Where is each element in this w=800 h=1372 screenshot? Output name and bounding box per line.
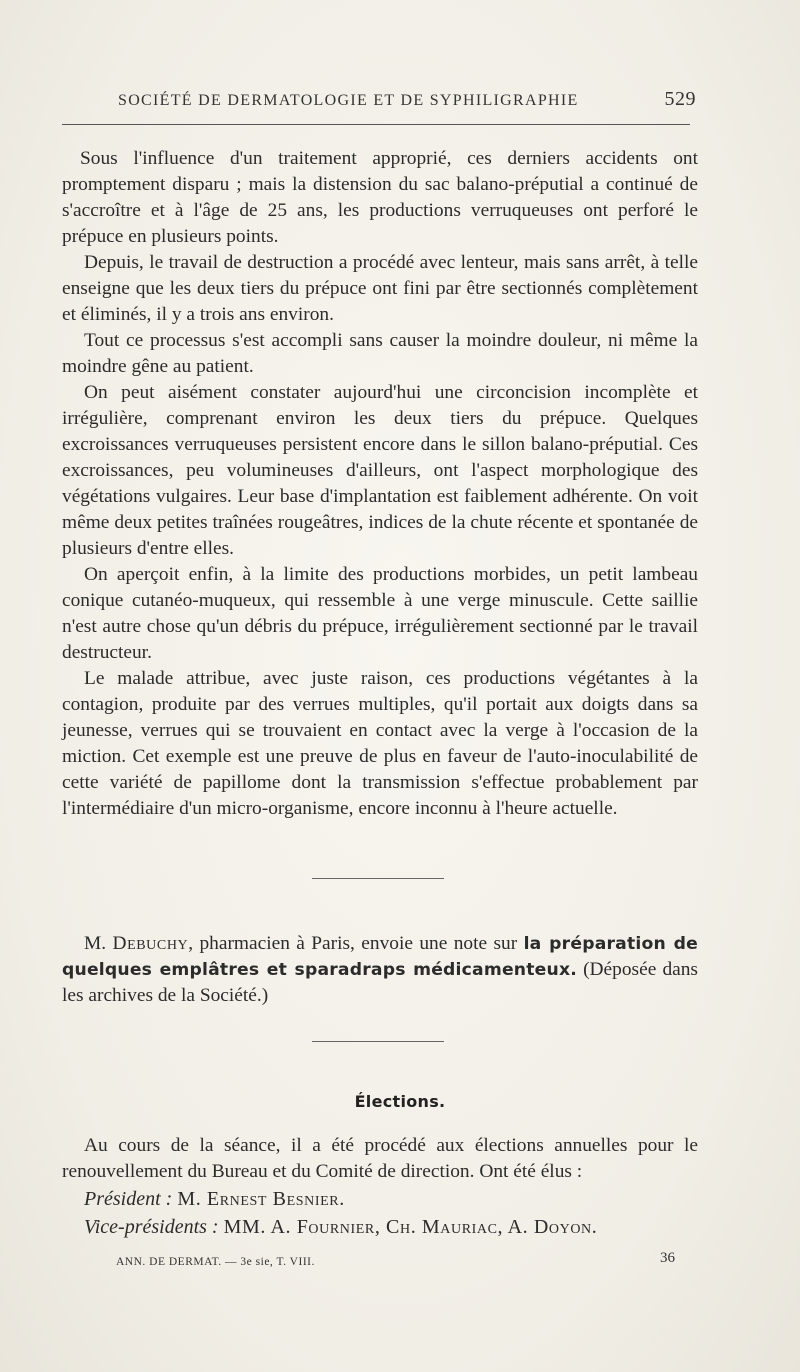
paragraph: Sous l'influence d'un traitement approprié, ces derniers accidents ont promptement disparu ; mais la distension du sac balano-préputial a continué de s'accroître et à l'âge de 25 ans, les productions verruqueuses ont perforé le prépuce en plusieurs points.	[62, 148, 698, 247]
page-number: 529	[664, 88, 696, 110]
elections-paragraph: Au cours de la séance, il a été procédé aux élections annuelles pour le renouvellement du Bureau et du Comité de direction. Ont été élus :	[62, 1135, 698, 1182]
footer-sheet-number: 36	[660, 1250, 675, 1266]
running-head	[118, 88, 696, 111]
section-title: Élections.	[354, 1092, 446, 1111]
note-prefix: M.	[84, 933, 107, 954]
officer-vice-presidents	[84, 1216, 597, 1239]
section-separator	[312, 1041, 444, 1042]
paragraph: Depuis, le travail de destruction a procédé avec lenteur, mais sans arrêt, à telle enseigne que les deux tiers du prépuce ont fini par être sectionnés complètement et éliminés, il y a trois ans environ.	[62, 252, 698, 325]
note-author: Debuchy	[112, 933, 189, 954]
note-suffix: (Déposée dans les archives de la Société.)	[62, 959, 698, 1006]
note-block	[62, 931, 698, 1009]
footer-signature: ANN. DE DERMAT. — 3e sie, T. VIII.	[116, 1256, 315, 1268]
paragraph: Tout ce processus s'est accompli sans causer la moindre douleur, ni même la moindre gêne au patient.	[62, 330, 698, 377]
section-separator	[312, 878, 444, 879]
president-role: Président :	[84, 1188, 173, 1210]
vp-role: Vice-présidents :	[84, 1216, 219, 1238]
officer-president	[84, 1188, 345, 1211]
paragraph: Le malade attribue, avec juste raison, ces productions végétantes à la contagion, produite par des verrues multiples, qu'il portait aux doigts dans sa jeunesse, verrues qui se trouvaient en contact avec la verge à l'occasion de la miction. Cet exemple est une preuve de plus en faveur de l'auto-inoculabilité de cette variété de papillome dont la transmission s'effectue probablement par l'intermédiaire d'un micro-organisme, encore inconnu à l'heure actuelle.	[62, 668, 698, 819]
president-name: M. Ernest Besnier.	[177, 1188, 345, 1210]
note-subject: la préparation de quelques emplâtres et sparadraps médicamenteux.	[62, 934, 699, 980]
header-rule	[62, 124, 690, 125]
running-title: SOCIÉTÉ DE DERMATOLOGIE ET DE SYPHILIGRAPHIE	[118, 92, 579, 109]
paragraph: On aperçoit enfin, à la limite des productions morbides, un petit lambeau conique cutanéo-muqueux, qui ressemble à une verge minuscule. Cette saillie n'est autre chose qu'un débris du prépuce, irrégulièrement sectionné par le travail destructeur.	[62, 564, 698, 663]
paragraph: On peut aisément constater aujourd'hui une circoncision incomplète et irrégulière, comprenant environ les deux tiers du prépuce. Quelques excroissances verruqueuses persistent encore dans le sillon balano-préputial. Ces excroissances, peu volumineuses d'ailleurs, ont l'aspect morphologique des végétations vulgaires. Leur base d'implantation est faiblement adhérente. On voit même deux petites traînées rougeâtres, indices de la chute récente et spontanée de plusieurs d'entre elles.	[62, 382, 698, 559]
elections-text	[62, 1133, 698, 1185]
note-paragraph	[62, 931, 698, 1009]
note-role: , pharmacien à Paris, envoie une note sur	[188, 933, 524, 954]
vp-names: MM. A. Fournier, Ch. Mauriac, A. Doyon.	[223, 1216, 598, 1238]
main-text	[62, 146, 698, 822]
